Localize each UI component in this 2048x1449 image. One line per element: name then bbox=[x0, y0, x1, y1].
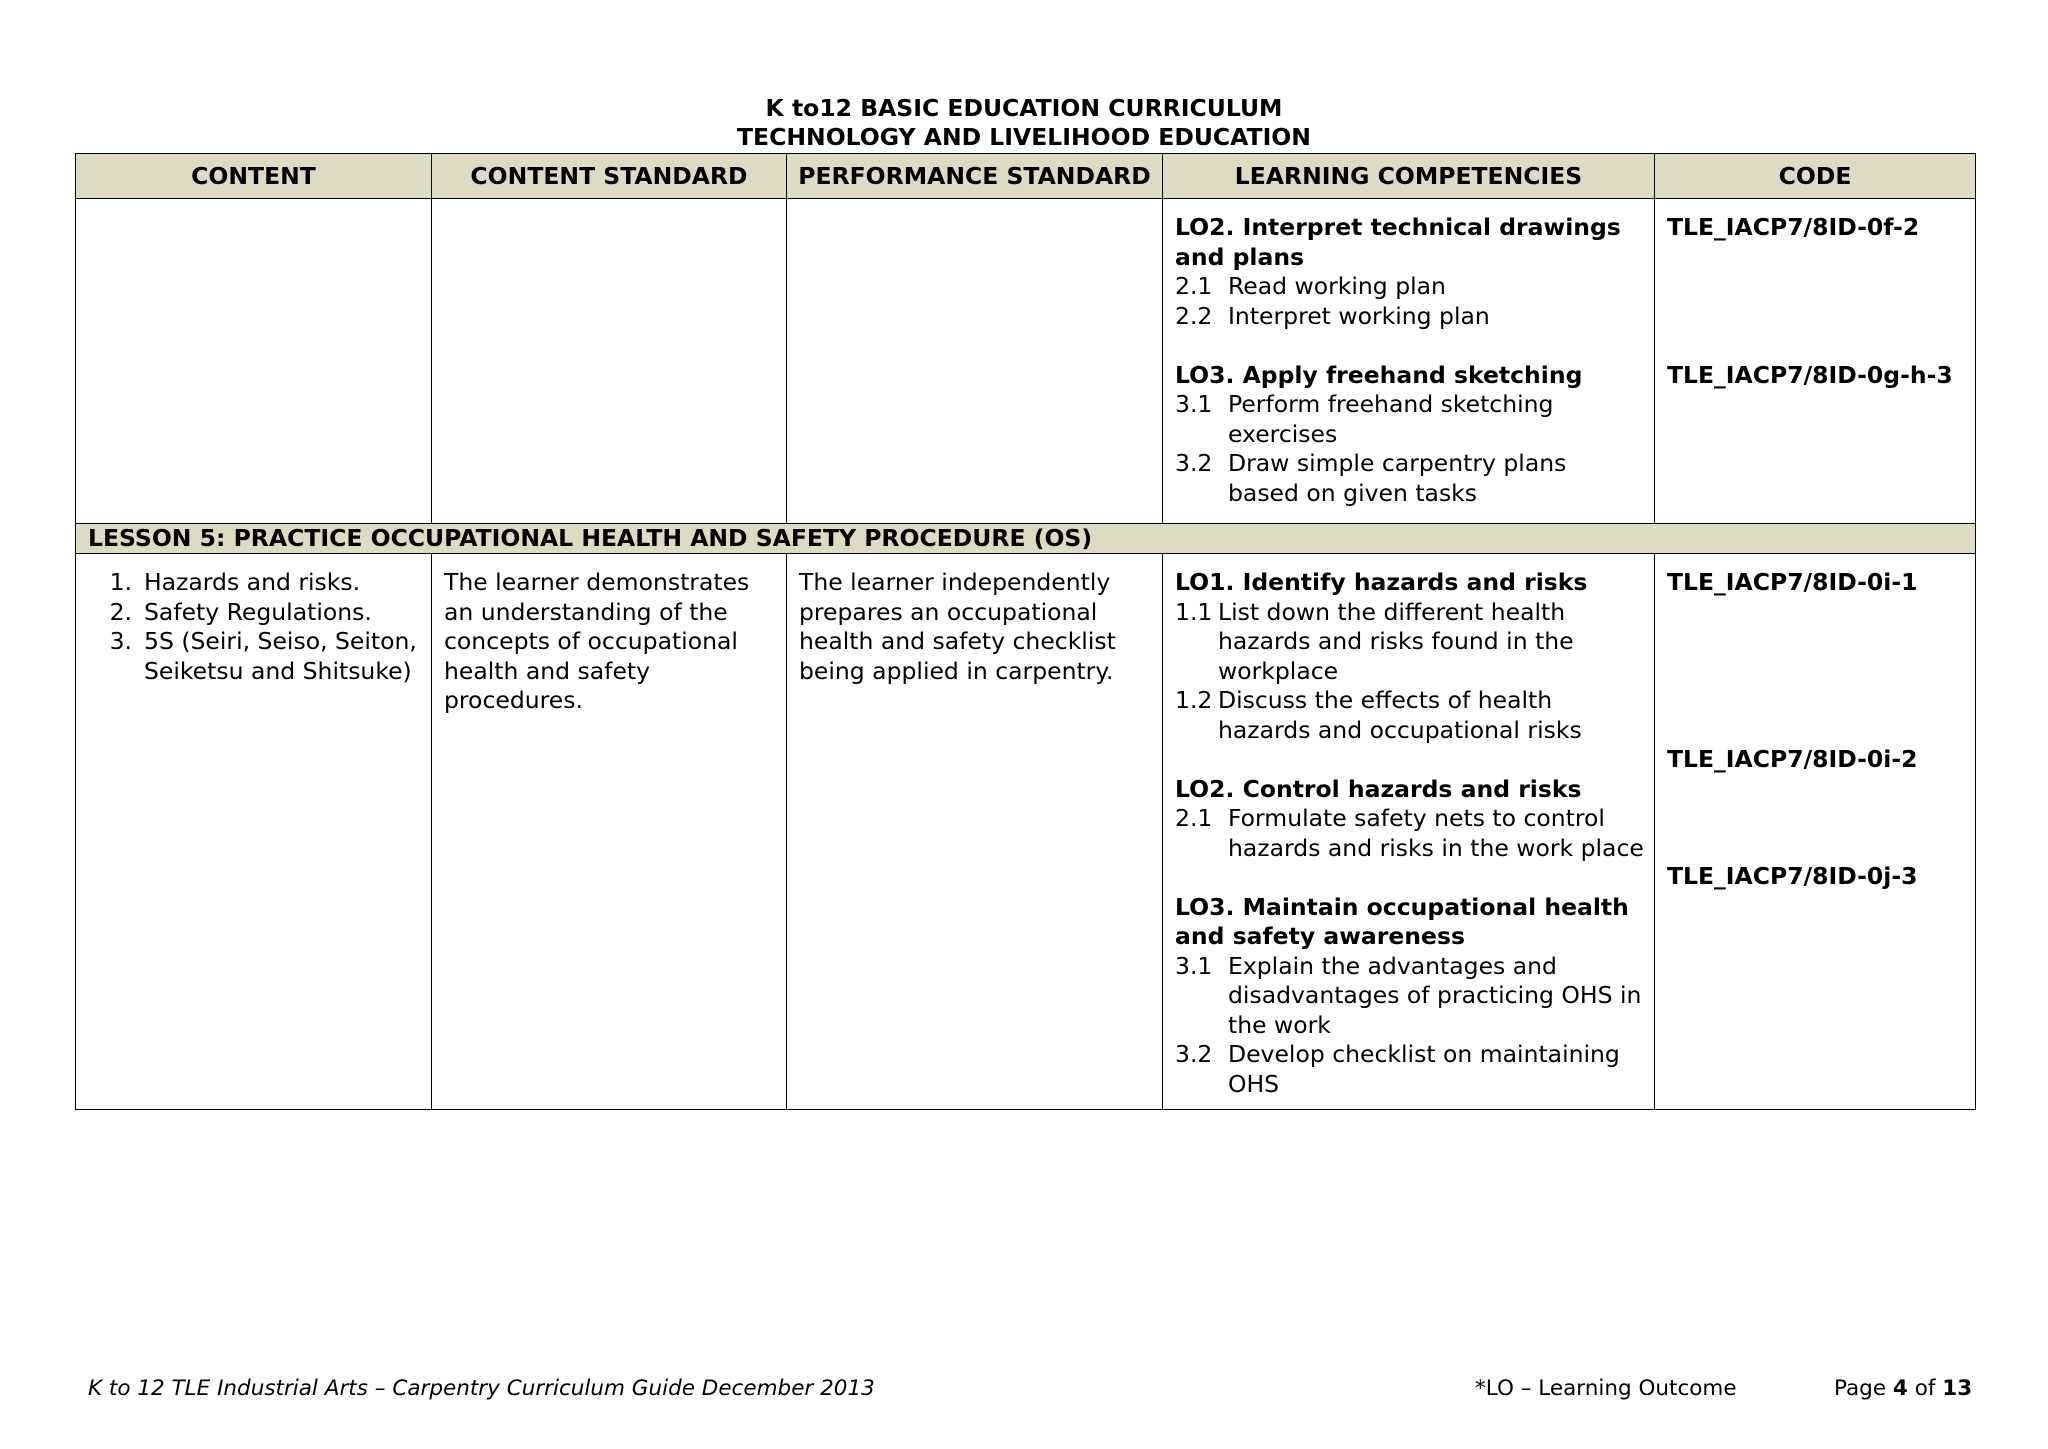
lo-item bbox=[1175, 804, 1644, 863]
lo-item-text: Interpret working plan bbox=[1228, 301, 1490, 330]
lo-item-text: Read working plan bbox=[1228, 272, 1446, 300]
lo-item-number: 2.2 bbox=[1175, 301, 1213, 330]
code-cell bbox=[1655, 199, 1976, 524]
competency-code: TLE_IACP7/8ID-0g-h-3 bbox=[1667, 360, 1953, 389]
content-item-text: 5S (Seiri, Seiso, Seiton, Seiketsu and Shitsuke) bbox=[144, 627, 417, 685]
lo-item-text: Draw simple carpentry plans based on given tasks bbox=[1228, 449, 1567, 507]
lo-item-number: 3.1 bbox=[1175, 951, 1213, 980]
page-total: 13 bbox=[1942, 1376, 1973, 1401]
lo-title: LO3. Maintain occupational health bbox=[1175, 892, 1629, 921]
lesson-heading: LESSON 5: PRACTICE OCCUPATIONAL HEALTH AND SAFETY PROCEDURE (OS) bbox=[76, 524, 1976, 554]
table-header-row bbox=[76, 154, 1976, 199]
document-title bbox=[0, 94, 2048, 152]
lo-item-text: Perform freehand sketching exercises bbox=[1228, 390, 1554, 448]
lo-item-text: Develop checklist on maintaining OHS bbox=[1228, 1040, 1620, 1098]
title-line-1: K to12 BASIC EDUCATION CURRICULUM bbox=[765, 94, 1283, 122]
lo-item bbox=[1175, 1040, 1644, 1099]
page-current: 4 bbox=[1892, 1376, 1908, 1401]
lo-item bbox=[1175, 390, 1644, 449]
learning-outcome bbox=[1175, 361, 1644, 509]
lo-item-number: 3.1 bbox=[1175, 390, 1213, 418]
lo-title: LO2. Control hazards and risks bbox=[1175, 774, 1582, 803]
content-item-text: Hazards and risks. bbox=[144, 568, 361, 596]
content-cell bbox=[76, 554, 432, 1110]
lo-item-number: 2.1 bbox=[1175, 272, 1213, 300]
lo-item bbox=[1175, 686, 1644, 745]
column-header-learning-competencies: LEARNING COMPETENCIES bbox=[1163, 154, 1655, 199]
lo-item bbox=[1175, 449, 1644, 508]
lo-item-number: 3.2 bbox=[1175, 1040, 1213, 1068]
lo-title: LO1. Identify hazards and risks bbox=[1175, 568, 1588, 596]
table-row bbox=[76, 554, 1976, 1110]
curriculum-table bbox=[75, 153, 1976, 1110]
lo-item-number: 1.2 bbox=[1175, 686, 1213, 714]
learning-outcome bbox=[1175, 893, 1644, 1100]
lo-item-text: Formulate safety nets to control hazards and risks in the work place bbox=[1228, 804, 1644, 862]
lo-item-text: Discuss the effects of health hazards and occupational risks bbox=[1218, 686, 1582, 744]
content-list-item bbox=[88, 598, 419, 628]
lo-title-continued: and safety awareness bbox=[1175, 922, 1465, 950]
content-list-item bbox=[88, 568, 419, 598]
lo-item bbox=[1175, 952, 1644, 1041]
content-standard-cell bbox=[432, 199, 787, 524]
competency-code: TLE_IACP7/8ID-0j-3 bbox=[1667, 862, 1918, 890]
lo-title: LO3. Apply freehand sketching bbox=[1175, 360, 1583, 389]
footer-guide-title: K to 12 TLE Industrial Arts – Carpentry Curriculum Guide December 2013 bbox=[88, 1376, 875, 1401]
column-header-performance-standard: PERFORMANCE STANDARD bbox=[787, 154, 1163, 199]
learning-outcome bbox=[1175, 213, 1644, 331]
competency-code: TLE_IACP7/8ID-0i-1 bbox=[1667, 568, 1918, 596]
competency-code: TLE_IACP7/8ID-0i-2 bbox=[1667, 744, 1918, 773]
learning-outcome bbox=[1175, 568, 1644, 745]
learning-competencies-cell bbox=[1163, 554, 1655, 1110]
footer-lo-note: *LO – Learning Outcome bbox=[1475, 1376, 1737, 1401]
page-prefix: Page bbox=[1834, 1376, 1887, 1401]
page-number bbox=[1834, 1376, 1972, 1401]
lo-title-continued: and plans bbox=[1175, 242, 1305, 271]
performance-standard-cell bbox=[787, 199, 1163, 524]
column-header-content: CONTENT bbox=[76, 154, 432, 199]
lo-item bbox=[1175, 272, 1644, 302]
lo-item bbox=[1175, 302, 1644, 332]
lo-item bbox=[1175, 598, 1644, 687]
content-cell bbox=[76, 199, 432, 524]
lo-item-number: 2.1 bbox=[1175, 804, 1213, 832]
learning-competencies-cell bbox=[1163, 199, 1655, 524]
content-standard-cell: The learner demonstrates an understanding of the concepts of occupational health and safety procedures. bbox=[432, 554, 787, 1110]
lo-title: LO2. Interpret technical drawings bbox=[1175, 213, 1621, 241]
content-item-number: 3. bbox=[109, 627, 132, 655]
lesson-heading-row bbox=[76, 524, 1976, 554]
content-item-text: Safety Regulations. bbox=[144, 597, 372, 626]
competency-code: TLE_IACP7/8ID-0f-2 bbox=[1667, 213, 1920, 241]
learning-outcome bbox=[1175, 775, 1644, 864]
title-line-2: TECHNOLOGY AND LIVELIHOOD EDUCATION bbox=[737, 123, 1311, 151]
table-row bbox=[76, 199, 1976, 524]
lo-item-number: 1.1 bbox=[1175, 597, 1213, 626]
column-header-content-standard: CONTENT STANDARD bbox=[432, 154, 787, 199]
performance-standard-cell: The learner independently prepares an occupational health and safety checklist being applied in carpentry. bbox=[787, 554, 1163, 1110]
content-item-number: 2. bbox=[109, 597, 132, 626]
content-list-item bbox=[88, 627, 419, 686]
code-cell bbox=[1655, 554, 1976, 1110]
page-of: of bbox=[1914, 1376, 1936, 1401]
lo-item-text: List down the different health hazards and risks found in the workplace bbox=[1218, 597, 1574, 685]
lo-item-number: 3.2 bbox=[1175, 449, 1213, 477]
column-header-code: CODE bbox=[1655, 154, 1976, 199]
content-item-number: 1. bbox=[109, 568, 132, 596]
content-list bbox=[88, 568, 419, 686]
lo-item-text: Explain the advantages and disadvantages of practicing OHS in the work bbox=[1228, 951, 1642, 1039]
